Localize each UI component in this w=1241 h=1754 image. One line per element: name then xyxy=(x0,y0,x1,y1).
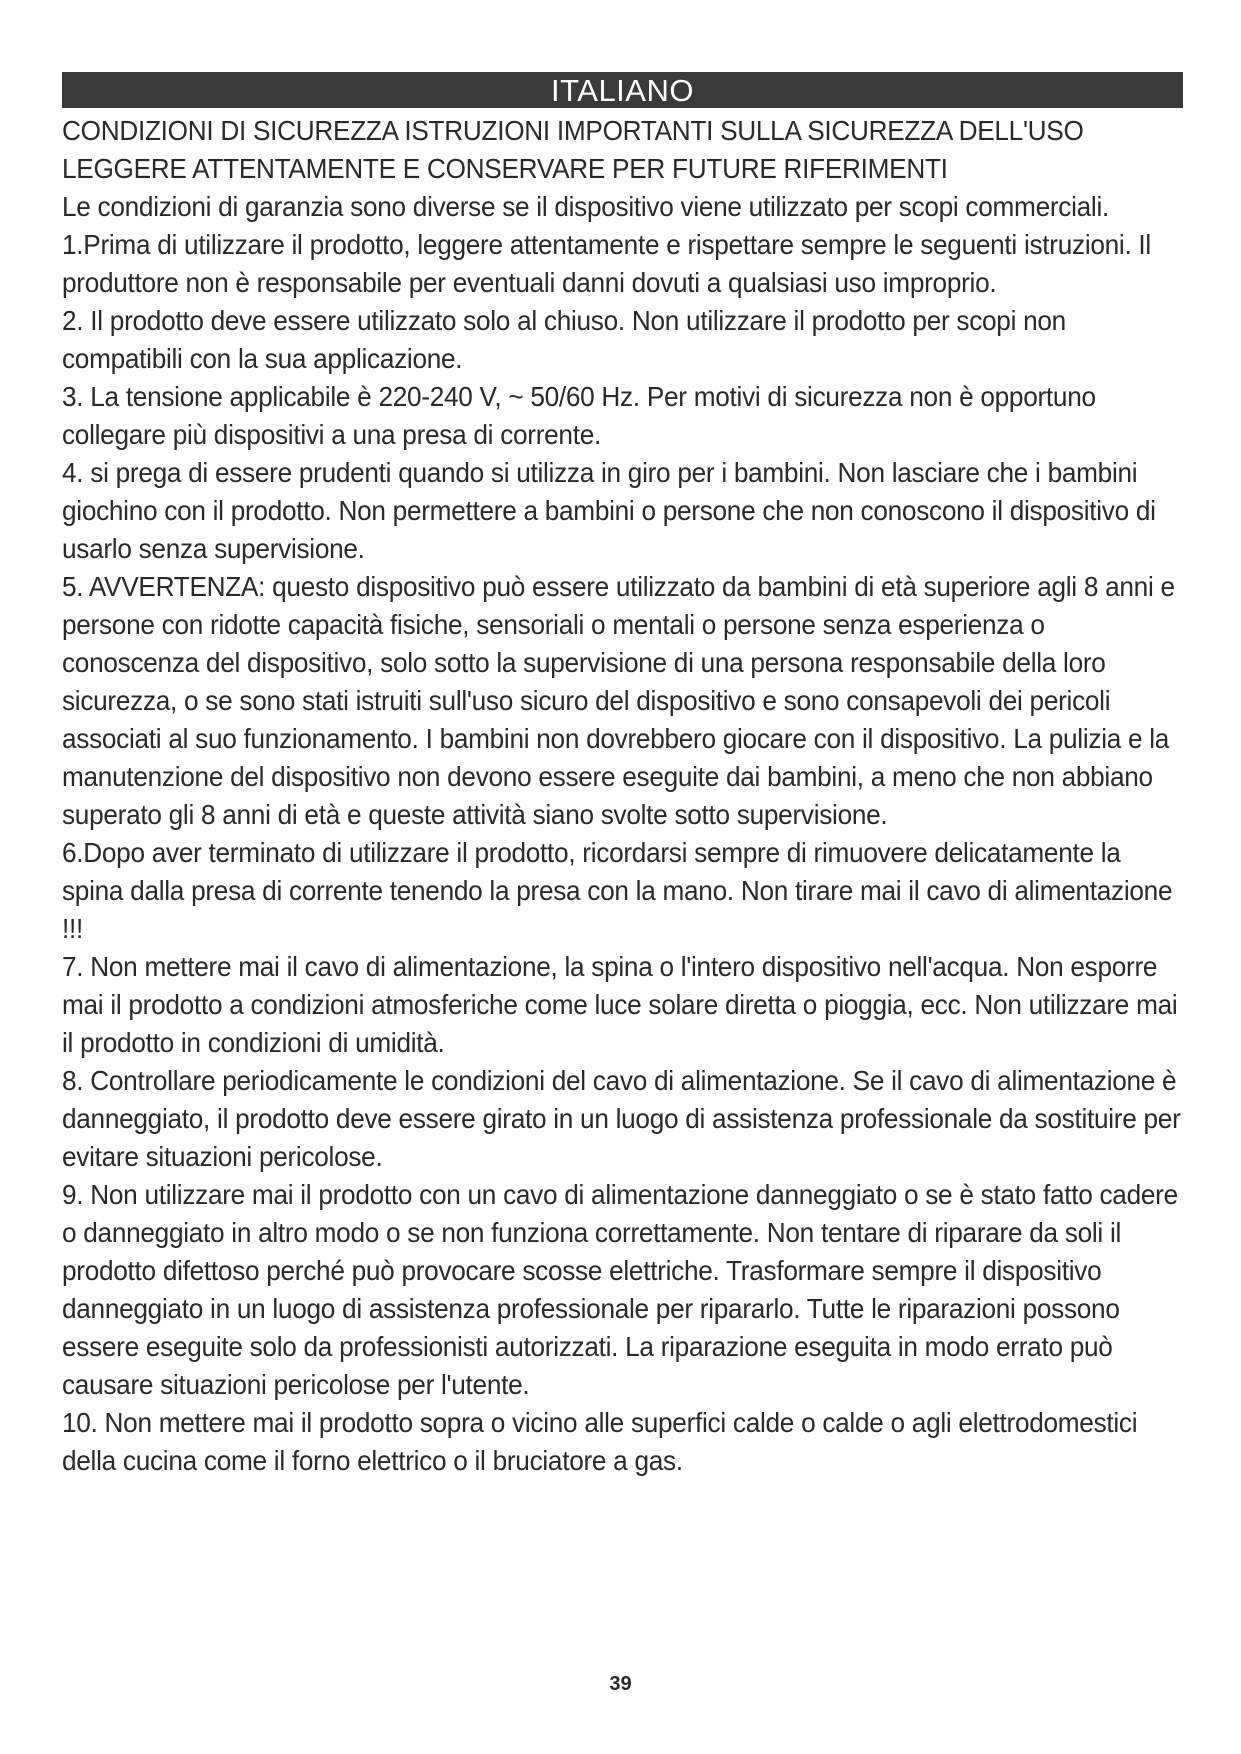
safety-item-4: 4. si prega di essere prudenti quando si utilizza in giro per i bambini. Non lasciare che i bambini giochino con il prodotto. Non permettere a bambini o persone che non conoscono il dispositivo di usarlo senza supervisione. xyxy=(62,457,1156,564)
page-number: 39 xyxy=(609,1673,632,1695)
manual-page xyxy=(62,72,1183,1480)
safety-item-10: 10. Non mettere mai il prodotto sopra o vicino alle superfici calde o calde o agli elettrodomestici della cucina come il forno elettrico o il bruciatore a gas. xyxy=(62,1407,1138,1476)
heading-line: CONDIZIONI DI SICUREZZA ISTRUZIONI IMPORTANTI SULLA SICUREZZA DELL'USO xyxy=(62,115,1084,146)
safety-item-1: 1.Prima di utilizzare il prodotto, leggere attentamente e rispettare sempre le seguenti istruzioni. Il produttore non è responsabile per eventuali danni dovuti a qualsiasi uso improprio. xyxy=(62,229,1151,298)
page-content xyxy=(62,112,1183,1480)
safety-item-6: 6.Dopo aver terminato di utilizzare il prodotto, ricordarsi sempre di rimuovere delicatamente la spina dalla presa di corrente tenendo la presa con la mano. Non tirare mai il cavo di alimentazione !!! xyxy=(62,837,1173,944)
language-banner: ITALIANO xyxy=(62,72,1183,108)
safety-heading xyxy=(62,112,1183,188)
heading-line: LEGGERE ATTENTAMENTE E CONSERVARE PER FUTURE RIFERIMENTI xyxy=(62,153,948,184)
safety-item-7: 7. Non mettere mai il cavo di alimentazione, la spina o l'intero dispositivo nell'acqua. Non esporre mai il prodotto a condizioni atmosferiche come luce solare diretta o pioggia, ecc. Non utilizzare mai il prodotto in condizioni di umidità. xyxy=(62,951,1178,1058)
warranty-intro: Le condizioni di garanzia sono diverse se il dispositivo viene utilizzato per scopi commerciali. xyxy=(62,191,1109,222)
safety-item-5: 5. AVVERTENZA: questo dispositivo può essere utilizzato da bambini di età superiore agli 8 anni e persone con ridotte capacità fisiche, sensoriali o mentali o persone senza esperienza o conoscenza del dispositivo, solo sotto la supervisione di una persona responsabile della loro sicurezza, o se sono stati istruiti sull'uso sicuro del dispositivo e sono consapevoli dei pericoli associati al suo funzionamento. I bambini non dovrebbero giocare con il dispositivo. La pulizia e la manutenzione del dispositivo non devono essere eseguite dai bambini, a meno che non abbiano superato gli 8 anni di età e queste attività siano svolte sotto supervisione. xyxy=(62,571,1175,830)
safety-item-9: 9. Non utilizzare mai il prodotto con un cavo di alimentazione danneggiato o se è stato fatto cadere o danneggiato in altro modo o se non funziona correttamente. Non tentare di riparare da soli il prodotto difettoso perché può provocare scosse elettriche. Trasformare sempre il dispositivo danneggiato in un luogo di assistenza professionale per ripararlo. Tutte le riparazioni possono essere eseguite solo da professionisti autorizzati. La riparazione eseguita in modo errato può causare situazioni pericolose per l'utente. xyxy=(62,1179,1178,1400)
safety-item-8: 8. Controllare periodicamente le condizioni del cavo di alimentazione. Se il cavo di alimentazione è danneggiato, il prodotto deve essere girato in un luogo di assistenza professionale da sostituire per evitare situazioni pericolose. xyxy=(62,1065,1181,1172)
safety-item-2: 2. Il prodotto deve essere utilizzato solo al chiuso. Non utilizzare il prodotto per scopi non compatibili con la sua applicazione. xyxy=(62,305,1066,374)
safety-item-3: 3. La tensione applicabile è 220-240 V, ~ 50/60 Hz. Per motivi di sicurezza non è opportuno collegare più dispositivi a una presa di corrente. xyxy=(62,381,1096,450)
